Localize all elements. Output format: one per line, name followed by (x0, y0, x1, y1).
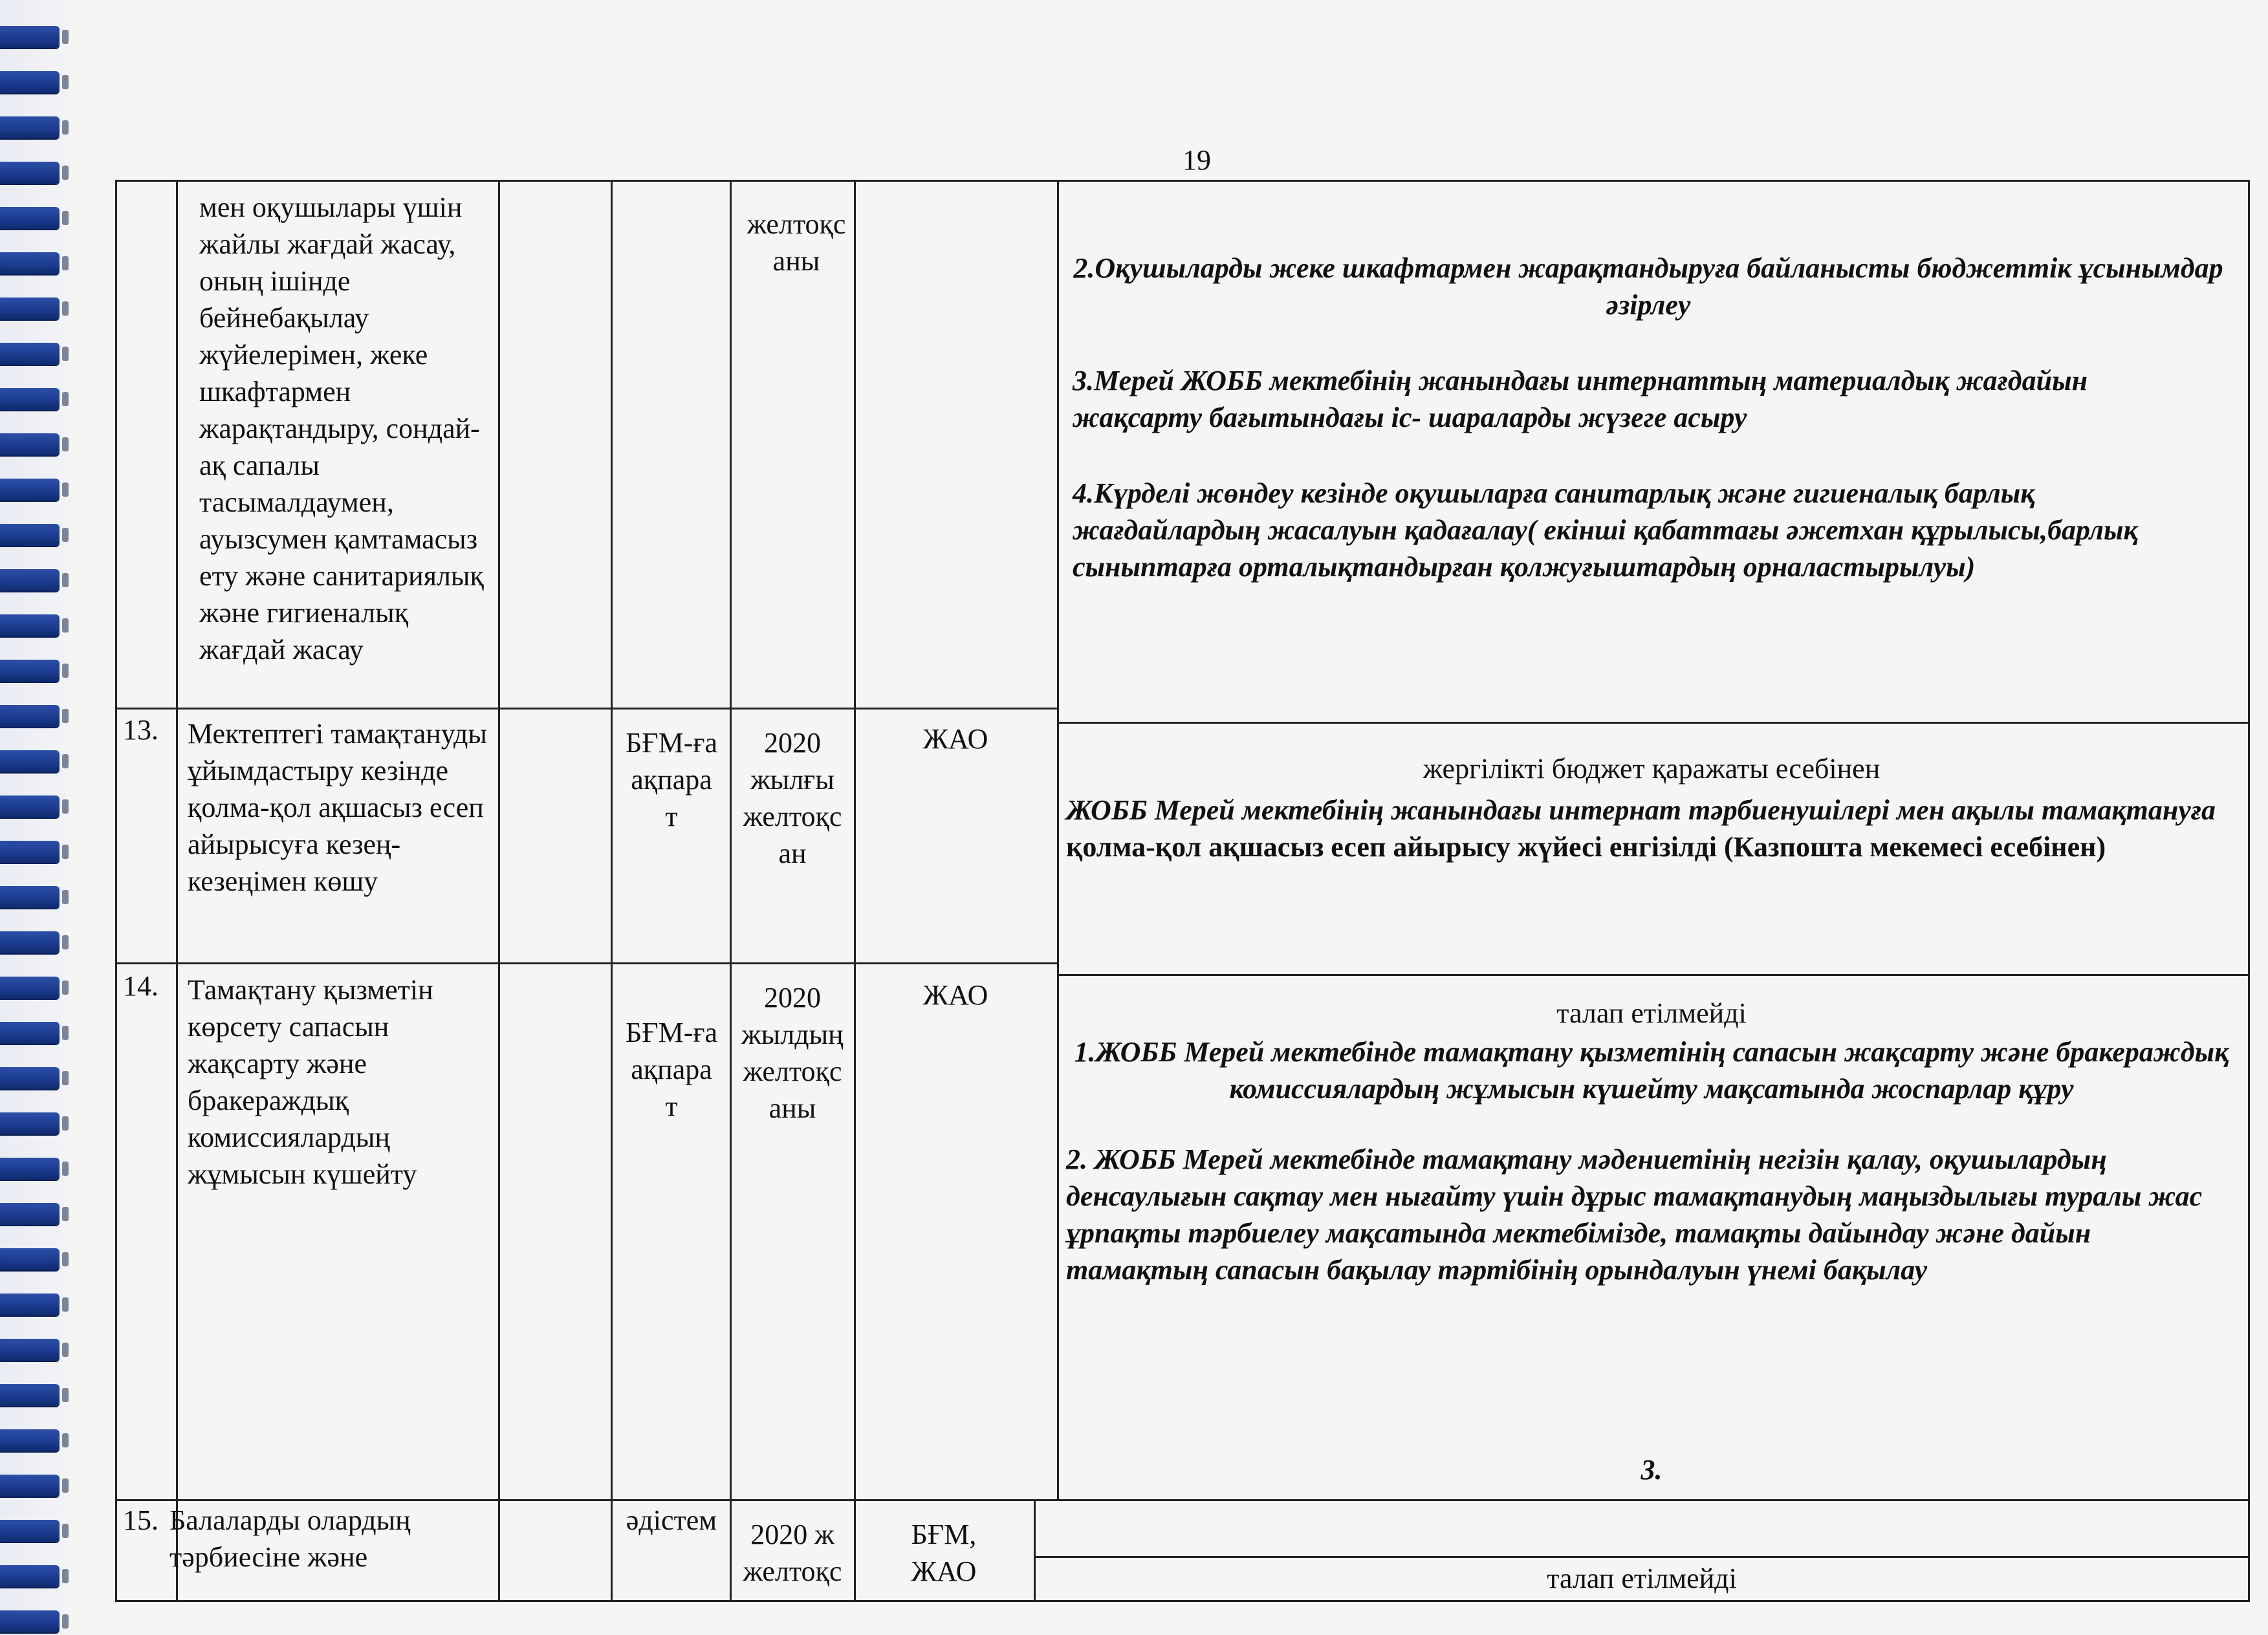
table-border-top (115, 180, 2250, 182)
binding-ring (0, 614, 60, 636)
row-funding: талап етілмейді (1547, 1563, 1737, 1594)
binding-ring (0, 977, 60, 999)
binding-ring (0, 1339, 60, 1361)
binding-hole (62, 935, 69, 949)
binding-hole (62, 211, 69, 225)
row-task: Тамақтану қызметін көрсету сапасын жақсарту және бракераждық комиссиялардың жұмысын күшейту (188, 974, 433, 1190)
binding-ring (0, 252, 60, 274)
page-number: 19 (1183, 144, 1211, 176)
binding-hole (62, 754, 69, 768)
binding-hole (62, 256, 69, 270)
binding-hole (62, 437, 69, 451)
description-item: 4.Күрделі жөндеу кезінде оқушыларға санитарлық және гигиеналық барлық жағдайлардың жасалуын қадағалау( екінші қабаттағы әжетхан құрылысы,барлық сыныптарға орталықтандырған қолжуғыштардың орналастырылуы) (1073, 477, 2138, 583)
row-divider (115, 962, 1057, 964)
binding-hole (62, 528, 69, 542)
row-number: 15. (123, 1504, 158, 1536)
binding-ring (0, 1112, 60, 1134)
binding-hole (62, 482, 69, 497)
row-divider (1057, 974, 2250, 976)
binding-hole (62, 1478, 69, 1493)
description-item: 2.Оқушыларды жеке шкафтармен жарақтандыруға байланысты бюджеттік ұсынымдар әзірлеу (1073, 252, 2223, 321)
row-divider (115, 1499, 2250, 1501)
binding-hole (62, 1433, 69, 1447)
row-divider (115, 708, 1057, 709)
binding-ring (0, 750, 60, 772)
binding-hole (62, 799, 69, 814)
column-divider (854, 180, 856, 1600)
description-item: 2. ЖОББ Мерей мектебінде тамақтану мәдениетінің негізін қалау, оқушылардың денсаулығын сақтау мен нығайту үшін дұрыс тамақтанудың маңыздылығы туралы жас ұрпақты тәрбиелеу мақсатында мектебімізде, тамақты дайындау және дайын тамақтың сапасын бақылау тәртібінің орындалуын үнемі бақылау (1066, 1143, 2203, 1286)
column-divider (115, 180, 117, 1600)
binding-hole (62, 573, 69, 587)
binding-ring (0, 1475, 60, 1497)
binding-ring (0, 1384, 60, 1406)
row-responsible: ЖАО (922, 979, 988, 1011)
description-item: 1.ЖОББ Мерей мектебінде тамақтану қызметінің сапасын жақсарту және бракераждық комиссиялардың жұмысын күшейту мақсатында жоспарлар құру (1074, 1036, 2229, 1105)
binding-hole (62, 75, 69, 89)
binding-ring (0, 388, 60, 410)
binding-ring (0, 71, 60, 93)
description-text: ЖОББ Мерей мектебінің жанындағы интернат тәрбиенушілері мен ақылы тамақтануға (1066, 794, 2216, 826)
row-funding: жергілікті бюджет қаражаты есебінен (1423, 753, 1881, 785)
row-deadline: желтоқс аны (747, 208, 846, 277)
binding-hole (62, 1297, 69, 1312)
row-deadline: 2020 ж желтоқс (743, 1519, 842, 1587)
column-divider (176, 180, 178, 1600)
binding-hole (62, 980, 69, 995)
binding-hole (62, 30, 69, 44)
binding-ring (0, 1520, 60, 1542)
binding-hole (62, 392, 69, 406)
plan-table (115, 180, 2250, 1635)
binding-hole (62, 618, 69, 633)
description-item: 3. (1641, 1454, 1663, 1486)
binding-ring (0, 1248, 60, 1270)
binding-hole (62, 301, 69, 316)
binding-ring (0, 931, 60, 953)
row-task: Балаларды олардың тәрбиесіне және (169, 1504, 411, 1573)
binding-ring (0, 1067, 60, 1089)
row-deadline: 2020 жылғы желтоқс ан (743, 727, 842, 869)
row-responsible: ЖАО (922, 723, 988, 755)
binding-hole (62, 890, 69, 904)
binding-ring (0, 26, 60, 48)
row-deadline: 2020 жылдың желтоқс аны (741, 982, 844, 1124)
row-divider (1034, 1556, 2250, 1558)
binding-ring (0, 705, 60, 727)
binding-hole (62, 664, 69, 678)
description-text: қолма-қол ақшасыз есеп айырысу жүйесі енгізілді (Казпошта мекемесі есебінен) (1066, 831, 2106, 863)
binding-ring (0, 524, 60, 546)
binding-ring (0, 433, 60, 455)
row-form: БҒМ-ға ақпара т (625, 1017, 718, 1122)
row-number: 14. (123, 970, 158, 1002)
column-divider (1034, 1499, 1036, 1600)
column-divider (1057, 180, 1059, 1499)
column-divider (2248, 180, 2250, 1600)
binding-ring (0, 1610, 60, 1632)
binding-hole (62, 166, 69, 180)
binding-ring (0, 1294, 60, 1316)
binding-hole (62, 1569, 69, 1583)
binding-ring (0, 207, 60, 229)
binding-ring (0, 796, 60, 817)
binding-ring (0, 1565, 60, 1587)
binding-ring (0, 479, 60, 501)
binding-hole (62, 1026, 69, 1040)
row-divider (1057, 722, 2250, 724)
binding-hole (62, 1343, 69, 1357)
binding-ring (0, 162, 60, 184)
binding-ring (0, 1203, 60, 1225)
binding-ring (0, 660, 60, 682)
table-border-bottom (115, 1600, 2250, 1602)
spiral-binding (0, 0, 71, 1635)
row-form: БҒМ-ға ақпара т (625, 727, 718, 832)
binding-hole (62, 1388, 69, 1402)
row-task: мен оқушылары үшін жайлы жағдай жасау, оның ішінде бейнебақылау жүйелерімен, жеке шкафтармен жарақтандыру, сондай-ақ сапалы тасымалдаумен, ауызсумен қамтамасыз ету және санитариялық және гигиеналық жағдай жасау (199, 191, 484, 666)
binding-ring (0, 298, 60, 319)
description-item: 3.Мерей ЖОББ мектебінің жанындағы интернаттың материалдық жағдайын жақсарту бағытындағы іс- шараларды жүзеге асыру (1073, 365, 2088, 433)
binding-ring (0, 1022, 60, 1044)
row-task: Мектептегі тамақтануды ұйымдастыру кезінде қолма-қол ақшасыз есеп айырысуға кезең-кезеңімен көшу (188, 718, 487, 897)
column-divider (730, 180, 732, 1600)
binding-hole (62, 1614, 69, 1629)
binding-ring (0, 343, 60, 365)
binding-hole (62, 1207, 69, 1221)
column-divider (498, 180, 500, 1600)
binding-hole (62, 1116, 69, 1131)
binding-hole (62, 120, 69, 135)
row-description (1066, 792, 2237, 865)
row-description (1073, 250, 2224, 585)
row-funding: талап етілмейді (1556, 997, 1747, 1029)
binding-hole (62, 1524, 69, 1538)
binding-ring (0, 116, 60, 138)
row-number: 13. (123, 714, 158, 746)
binding-hole (62, 1162, 69, 1176)
row-form: әдістем (626, 1504, 717, 1536)
binding-hole (62, 709, 69, 723)
binding-ring (0, 886, 60, 908)
row-responsible: БҒМ, ЖАО (911, 1519, 977, 1587)
binding-ring (0, 1429, 60, 1451)
binding-ring (0, 841, 60, 863)
column-divider (611, 180, 613, 1600)
binding-hole (62, 347, 69, 361)
binding-ring (0, 1158, 60, 1180)
binding-ring (0, 569, 60, 591)
binding-hole (62, 845, 69, 859)
binding-hole (62, 1252, 69, 1266)
binding-hole (62, 1071, 69, 1085)
